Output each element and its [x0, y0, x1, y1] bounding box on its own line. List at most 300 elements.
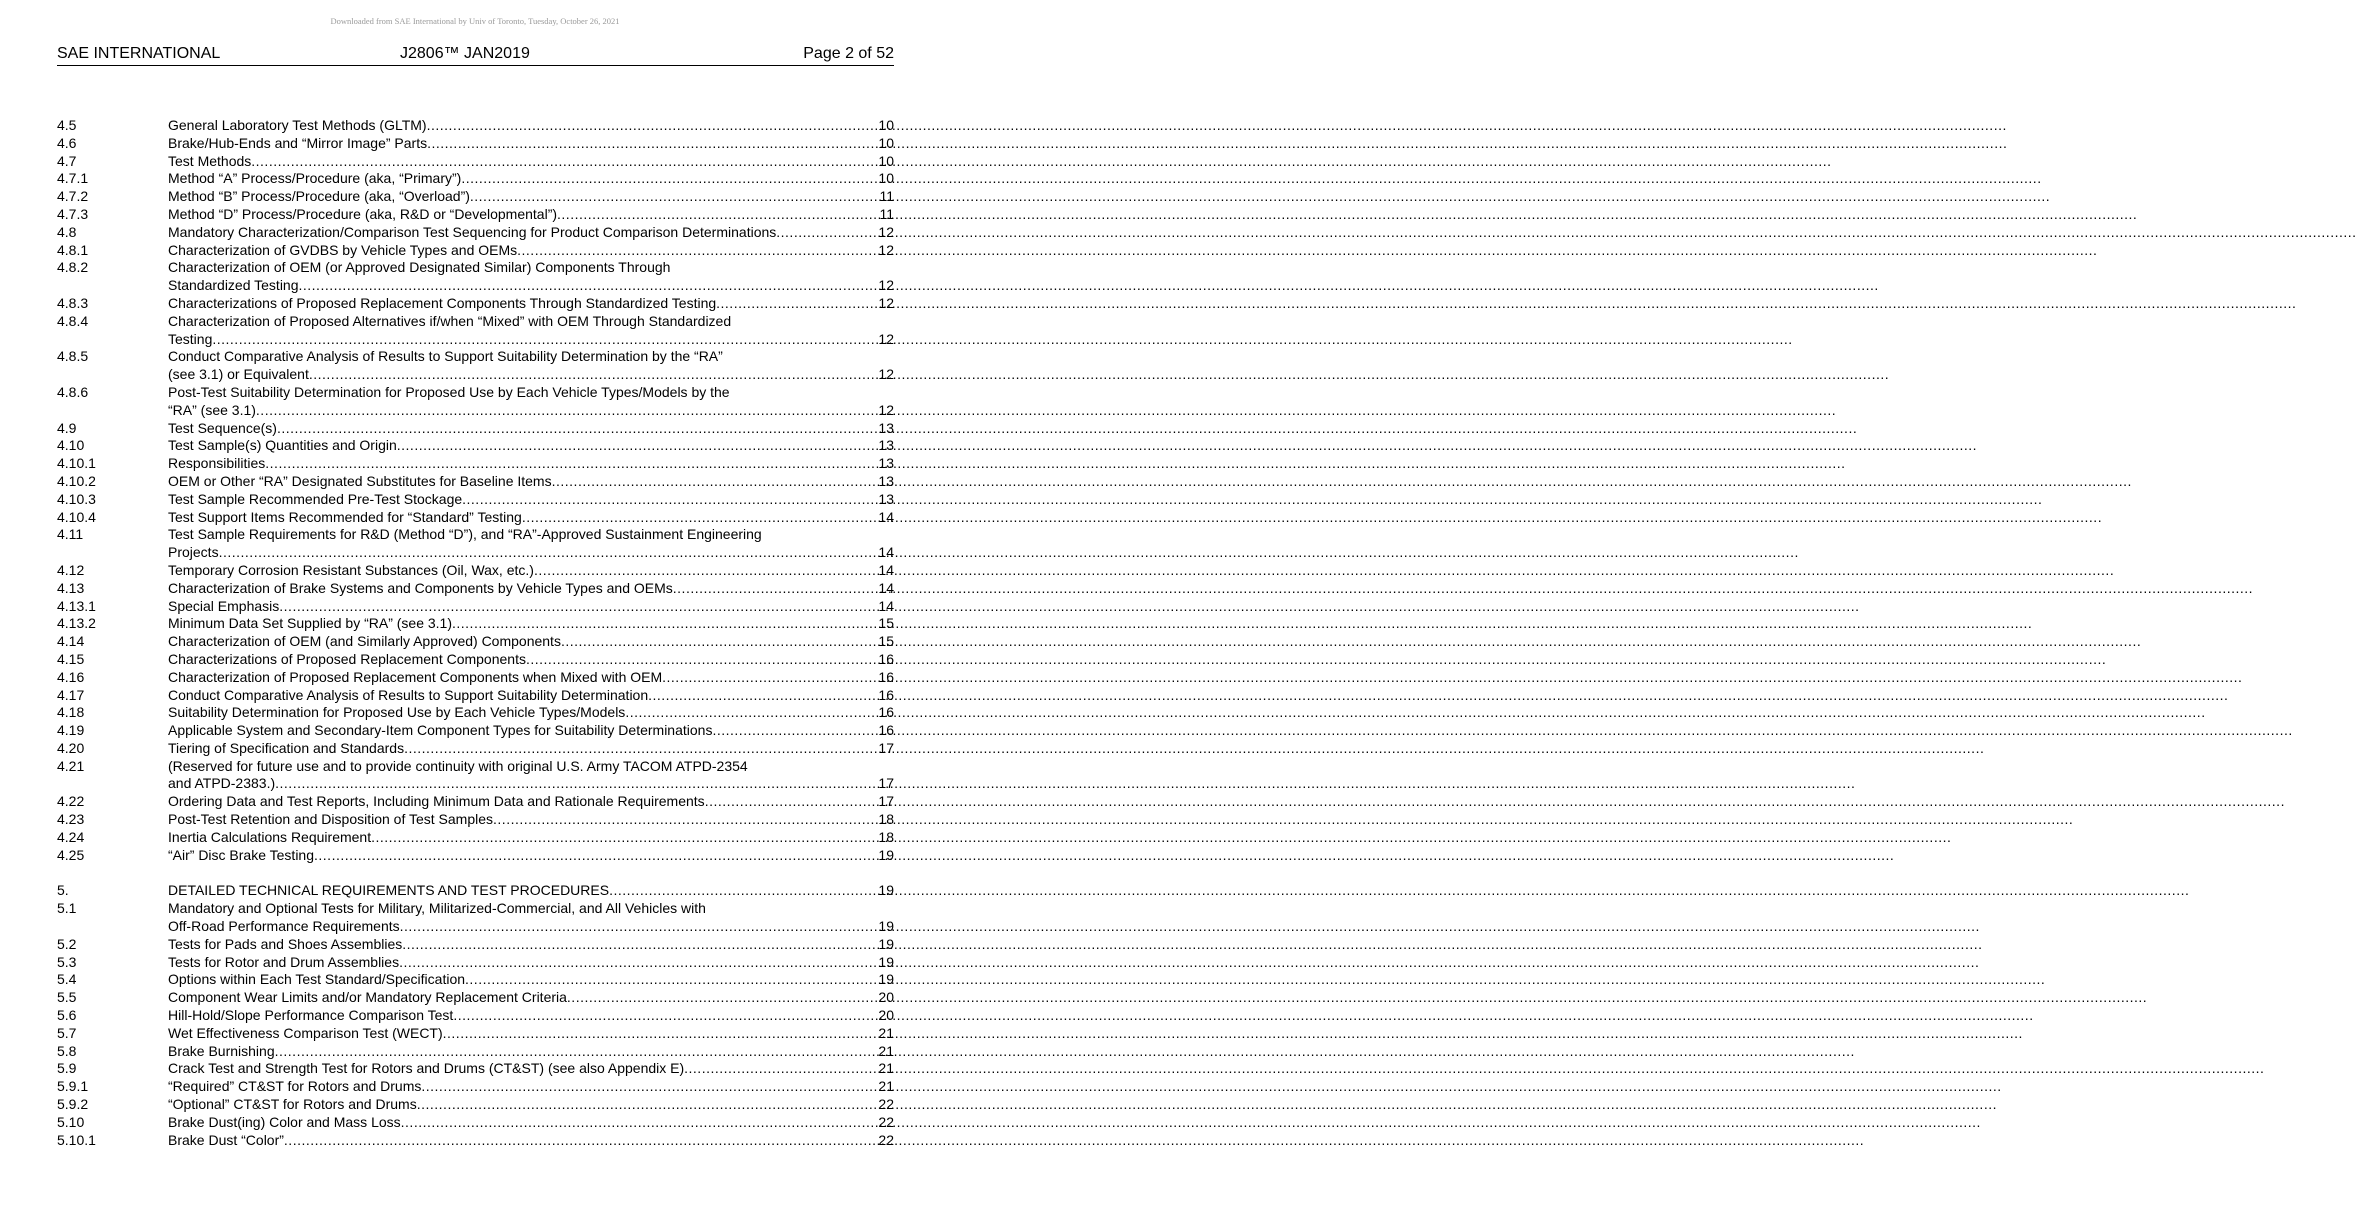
toc-title: Ordering Data and Test Reports, Including Minimum Data and Rationale Requirements	[168, 793, 705, 810]
toc-leader-line	[168, 153, 894, 171]
toc-section-number: 4.10.3	[57, 490, 96, 507]
toc-page-number: 20	[878, 1007, 894, 1024]
toc-section-number: 4.6	[57, 134, 77, 151]
toc-dot-leader	[462, 491, 877, 509]
toc-dot-leader	[256, 402, 878, 420]
toc-entry	[57, 348, 894, 384]
toc-title: Inertia Calculations Requirement	[168, 828, 372, 845]
toc-section-number: 5.4	[57, 971, 77, 988]
toc-entry	[57, 740, 894, 758]
toc-leader-line	[168, 224, 894, 242]
toc-page-number: 21	[878, 1042, 894, 1059]
toc-leader-line	[168, 331, 894, 349]
toc-entry	[57, 455, 894, 473]
toc-title: Test Sample Recommended Pre-Test Stockage	[168, 490, 463, 507]
toc-title: Mandatory Characterization/Comparison Test Sequencing for Product Comparison Determinations	[168, 223, 777, 240]
toc-title: Conduct Comparative Analysis of Results to Support Suitability Determination	[168, 686, 649, 703]
toc-entry-body	[168, 1114, 894, 1132]
toc-dot-leader	[461, 170, 877, 188]
toc-dot-leader	[275, 775, 877, 793]
toc-page-number: 17	[878, 793, 894, 810]
toc-page-number: 10	[878, 170, 894, 187]
toc-title: and ATPD-2383.)	[168, 775, 276, 792]
toc-title-line: Test Sample Requirements for R&D (Method “D”), and “RA”-Approved Sustainment Engineering	[168, 526, 762, 543]
toc-page-number: 10	[878, 152, 894, 169]
toc-leader-line	[168, 366, 894, 384]
toc-dot-leader	[716, 295, 877, 313]
toc-leader-line	[168, 598, 894, 616]
toc-page-number: 14	[878, 508, 894, 525]
toc-leader-line	[168, 1007, 894, 1025]
toc-title: Test Support Items Recommended for “Standard” Testing	[168, 508, 522, 525]
toc-entry-body	[168, 242, 894, 260]
toc-title-line: Conduct Comparative Analysis of Results to Support Suitability Determination by the “RA”	[168, 348, 723, 365]
toc-title: Tests for Pads and Shoes Assemblies	[168, 935, 403, 952]
toc-dot-leader	[557, 206, 878, 224]
toc-page-number: 13	[878, 490, 894, 507]
toc-page-number: 14	[878, 544, 894, 561]
toc-entry	[57, 829, 894, 847]
toc-dot-leader	[534, 562, 877, 580]
toc-entry	[57, 1060, 894, 1078]
toc-title: Wet Effectiveness Comparison Test (WECT)	[168, 1024, 443, 1041]
toc-leader-line	[168, 918, 894, 936]
toc-section-number: 4.10	[57, 437, 85, 454]
toc-entry-body	[168, 206, 894, 224]
toc-title: Suitability Determination for Proposed Use by Each Vehicle Types/Models	[168, 704, 626, 721]
toc-leader-line	[168, 651, 894, 669]
toc-section-number: 4.8.5	[57, 348, 89, 365]
toc-section-number: 4.18	[57, 704, 85, 721]
toc-section-number: 4.13	[57, 579, 85, 596]
toc-title: Brake/Hub-Ends and “Mirror Image” Parts	[168, 134, 428, 151]
toc-entry-body	[168, 580, 894, 598]
toc-leader-line	[168, 402, 894, 420]
toc-section-number: 4.24	[57, 828, 85, 845]
toc-entry-body	[168, 509, 894, 527]
toc-page-number: 16	[878, 650, 894, 667]
toc-section-number: 5.6	[57, 1007, 77, 1024]
toc-dot-leader	[401, 1114, 878, 1132]
toc-entry	[57, 669, 894, 687]
toc-entry	[57, 1078, 894, 1096]
toc-title: OEM or Other “RA” Designated Substitutes for Baseline Items	[168, 472, 552, 489]
toc-entry-body	[168, 1060, 894, 1078]
toc-entry-body	[168, 384, 894, 420]
toc-entry	[57, 384, 894, 420]
toc-entry	[57, 1007, 894, 1025]
toc-section-number: 5.	[57, 882, 69, 899]
toc-page-number: 16	[878, 704, 894, 721]
toc-entry-body	[168, 170, 894, 188]
toc-section-number: 4.16	[57, 668, 85, 685]
toc-page-number: 19	[878, 971, 894, 988]
toc-entry	[57, 206, 894, 224]
toc-entry	[57, 135, 894, 153]
toc-entry	[57, 989, 894, 1007]
toc-page-number: 19	[878, 846, 894, 863]
toc-page-number: 19	[878, 918, 894, 935]
toc-section-number: 5.7	[57, 1024, 77, 1041]
toc-section-number: 4.13.2	[57, 615, 96, 632]
toc-section-number: 4.12	[57, 561, 85, 578]
toc-page-number: 20	[878, 989, 894, 1006]
toc-entry-body	[168, 188, 894, 206]
toc-entry	[57, 1114, 894, 1132]
toc-dot-leader	[400, 918, 878, 936]
toc-entry-body	[168, 437, 894, 455]
toc-page-number: 13	[878, 455, 894, 472]
toc-entry	[57, 526, 894, 562]
toc-section-number: 4.8	[57, 223, 77, 240]
toc-entry-body	[168, 989, 894, 1007]
toc-entry-body	[168, 740, 894, 758]
toc-leader-line	[168, 1060, 894, 1078]
toc-entry-body	[168, 847, 894, 865]
toc-entry	[57, 1025, 894, 1043]
toc-dot-leader	[284, 1132, 878, 1150]
toc-page-number: 19	[878, 953, 894, 970]
toc-title: Special Emphasis	[168, 597, 280, 614]
toc-section-number: 5.9.2	[57, 1096, 89, 1113]
toc-entry-body	[168, 1132, 894, 1150]
toc-title: Characterizations of Proposed Replacement Components	[168, 650, 526, 667]
toc-page-number: 12	[878, 241, 894, 258]
toc-entry-body	[168, 491, 894, 509]
toc-section-number: 4.20	[57, 739, 85, 756]
toc-dot-leader	[470, 188, 879, 206]
toc-entry	[57, 687, 894, 705]
toc-page-number: 12	[878, 277, 894, 294]
toc-entry	[57, 954, 894, 972]
toc-entry-body	[168, 526, 894, 562]
toc-section-number: 4.8.1	[57, 241, 89, 258]
toc-section-number: 4.8.4	[57, 312, 89, 329]
toc-entry	[57, 491, 894, 509]
toc-section-number: 5.1	[57, 900, 77, 917]
toc-entry-body	[168, 687, 894, 705]
toc-leader-line	[168, 188, 894, 206]
toc-entry	[57, 971, 894, 989]
toc-leader-line	[168, 633, 894, 651]
toc-entry	[57, 615, 894, 633]
toc-dot-leader	[265, 455, 877, 473]
toc-title: Test Sample(s) Quantities and Origin	[168, 437, 397, 454]
toc-page-number: 13	[878, 472, 894, 489]
toc-page-number: 21	[878, 1078, 894, 1095]
toc-title: Brake Dust(ing) Color and Mass Loss	[168, 1113, 401, 1130]
toc-dot-leader	[662, 669, 877, 687]
toc-entry-body	[168, 473, 894, 491]
toc-entry	[57, 224, 894, 242]
toc-entry-body	[168, 135, 894, 153]
toc-leader-line	[168, 722, 894, 740]
toc-title: Component Wear Limits and/or Mandatory Replacement Criteria	[168, 989, 567, 1006]
toc-section-number: 4.10.1	[57, 455, 96, 472]
toc-page-number: 12	[878, 401, 894, 418]
toc-title: Crack Test and Strength Test for Rotors and Drums (CT&ST) (see also Appendix E)	[168, 1060, 685, 1077]
toc-entry-body	[168, 633, 894, 651]
toc-section-number: 5.10.1	[57, 1131, 96, 1148]
toc-leader-line	[168, 1043, 894, 1061]
toc-entry	[57, 509, 894, 527]
toc-dot-leader	[443, 1025, 878, 1043]
toc-title: Test Methods	[168, 152, 252, 169]
toc-dot-leader	[251, 153, 877, 171]
toc-title: Off-Road Performance Requirements	[168, 918, 400, 935]
toc-title: Method “D” Process/Procedure (aka, R&D or “Developmental”)	[168, 205, 558, 222]
toc-entry-body	[168, 900, 894, 936]
toc-leader-line	[168, 1096, 894, 1114]
toc-dot-leader	[212, 331, 877, 349]
toc-section-number: 5.5	[57, 989, 77, 1006]
toc-section-number: 4.7.1	[57, 170, 89, 187]
toc-page-number: 15	[878, 633, 894, 650]
toc-section-number: 5.9.1	[57, 1078, 89, 1095]
toc-leader-line	[168, 455, 894, 473]
toc-entry-body	[168, 936, 894, 954]
toc-entry-body	[168, 793, 894, 811]
toc-entry	[57, 295, 894, 313]
toc-leader-line	[168, 135, 894, 153]
toc-entry-body	[168, 651, 894, 669]
toc-section-number: 4.7.2	[57, 188, 89, 205]
download-watermark: Downloaded from SAE International by Univ of Toronto, Tuesday, October 26, 2021	[330, 16, 620, 26]
toc-leader-line	[168, 295, 894, 313]
toc-title: “Required” CT&ST for Rotors and Drums	[168, 1078, 422, 1095]
toc-dot-leader	[309, 366, 878, 384]
toc-page-number: 17	[878, 739, 894, 756]
toc-section-number: 5.10	[57, 1113, 85, 1130]
toc-section-number: 4.5	[57, 117, 77, 133]
toc-entry-body	[168, 829, 894, 847]
toc-section-number: 4.17	[57, 686, 85, 703]
toc-entry-body	[168, 420, 894, 438]
table-of-contents	[57, 117, 894, 1149]
toc-entry	[57, 722, 894, 740]
toc-dot-leader	[397, 437, 878, 455]
toc-title: Post-Test Retention and Disposition of Test Samples	[168, 811, 494, 828]
toc-entry-body	[168, 811, 894, 829]
toc-title: Minimum Data Set Supplied by “RA” (see 3.1)	[168, 615, 452, 632]
toc-dot-leader	[427, 135, 877, 153]
toc-title: Applicable System and Secondary-Item Component Types for Suitability Determinations	[168, 722, 713, 739]
toc-page-number: 11	[879, 188, 894, 205]
toc-dot-leader	[567, 989, 878, 1007]
toc-leader-line	[168, 704, 894, 722]
toc-entry	[57, 793, 894, 811]
toc-entry-body	[168, 313, 894, 349]
toc-title: Characterizations of Proposed Replacement Components Through Standardized Testing	[168, 294, 717, 311]
toc-leader-line	[168, 117, 894, 135]
toc-dot-leader	[427, 117, 878, 135]
toc-entry	[57, 117, 894, 135]
toc-page-number: 16	[878, 668, 894, 685]
toc-entry-body	[168, 259, 894, 295]
toc-entry-body	[168, 598, 894, 616]
toc-dot-leader	[673, 580, 878, 598]
toc-leader-line	[168, 882, 894, 900]
toc-page-number: 21	[878, 1060, 894, 1077]
toc-section-number: 4.8.6	[57, 383, 89, 400]
toc-entry	[57, 758, 894, 794]
toc-dot-leader	[417, 1096, 878, 1114]
toc-title: Characterization of GVDBS by Vehicle Types and OEMs	[168, 241, 518, 258]
toc-title-line: Post-Test Suitability Determination for Proposed Use by Each Vehicle Types/Models by the	[168, 383, 730, 400]
toc-page-number: 16	[878, 686, 894, 703]
toc-page-number: 14	[878, 597, 894, 614]
toc-page-number: 15	[878, 615, 894, 632]
toc-entry	[57, 242, 894, 260]
toc-entry	[57, 704, 894, 722]
toc-entry	[57, 170, 894, 188]
toc-dot-leader	[552, 473, 878, 491]
toc-page-number: 19	[878, 935, 894, 952]
toc-title-line: Mandatory and Optional Tests for Military, Militarized-Commercial, and All Vehicles with	[168, 900, 706, 917]
toc-page-number: 14	[878, 579, 894, 596]
toc-leader-line	[168, 811, 894, 829]
toc-title: Test Sequence(s)	[168, 419, 277, 436]
toc-entry	[57, 1043, 894, 1061]
toc-entry	[57, 633, 894, 651]
toc-page-number: 18	[878, 828, 894, 845]
toc-title: Brake Burnishing	[168, 1042, 275, 1059]
toc-entry-body	[168, 1096, 894, 1114]
toc-page-number: 12	[878, 366, 894, 383]
toc-entry-body	[168, 615, 894, 633]
toc-entry	[57, 580, 894, 598]
toc-title: Characterization of OEM (and Similarly Approved) Components	[168, 633, 561, 650]
toc-entry	[57, 811, 894, 829]
toc-dot-leader	[493, 811, 877, 829]
toc-dot-leader	[526, 651, 877, 669]
toc-page-number: 17	[878, 775, 894, 792]
toc-entry	[57, 420, 894, 438]
toc-dot-leader	[625, 704, 877, 722]
toc-entry-body	[168, 882, 894, 900]
toc-entry	[57, 900, 894, 936]
toc-leader-line	[168, 829, 894, 847]
toc-leader-line	[168, 1114, 894, 1132]
toc-leader-line	[168, 936, 894, 954]
toc-entry	[57, 1132, 894, 1150]
toc-leader-line	[168, 847, 894, 865]
toc-section-number: 5.2	[57, 935, 77, 952]
toc-section-number: 4.13.1	[57, 597, 96, 614]
toc-page-number: 12	[878, 330, 894, 347]
toc-entry	[57, 882, 894, 900]
toc-leader-line	[168, 544, 894, 562]
toc-entry-body	[168, 348, 894, 384]
toc-title: Hill-Hold/Slope Performance Comparison Test	[168, 1007, 454, 1024]
toc-entry-body	[168, 1043, 894, 1061]
toc-section-number: 4.10.4	[57, 508, 96, 525]
toc-entry-body	[168, 224, 894, 242]
toc-title: Projects	[168, 544, 219, 561]
toc-title: Tests for Rotor and Drum Assemblies	[168, 953, 400, 970]
toc-title: DETAILED TECHNICAL REQUIREMENTS AND TEST PROCEDURES	[168, 882, 610, 899]
toc-dot-leader	[219, 544, 878, 562]
toc-entry-body	[168, 153, 894, 171]
toc-title: “RA” (see 3.1)	[168, 401, 256, 418]
toc-page-number: 18	[878, 811, 894, 828]
toc-section-number: 4.9	[57, 419, 77, 436]
toc-entry	[57, 437, 894, 455]
toc-entry	[57, 847, 894, 865]
toc-section-number: 4.11	[57, 526, 84, 543]
toc-entry-body	[168, 758, 894, 794]
toc-title-line: (Reserved for future use and to provide continuity with original U.S. Army TACOM ATPD-2354	[168, 757, 748, 774]
toc-dot-leader	[404, 740, 877, 758]
header-org: SAE INTERNATIONAL	[57, 45, 221, 62]
toc-entry-body	[168, 1078, 894, 1096]
toc-page-number: 12	[878, 294, 894, 311]
toc-title: Testing	[168, 330, 213, 347]
toc-page-number: 22	[878, 1113, 894, 1130]
toc-entry-body	[168, 704, 894, 722]
toc-section-number: 5.3	[57, 953, 77, 970]
toc-title-line: Characterization of OEM (or Approved Designated Similar) Components Through	[168, 259, 671, 276]
toc-section-number: 4.25	[57, 846, 85, 863]
toc-title: Responsibilities	[168, 455, 266, 472]
toc-dot-leader	[705, 793, 878, 811]
toc-page-number: 14	[878, 561, 894, 578]
toc-dot-leader	[277, 420, 877, 438]
toc-section-number: 4.8.3	[57, 294, 89, 311]
toc-section-number: 5.8	[57, 1042, 77, 1059]
toc-leader-line	[168, 420, 894, 438]
toc-section-number: 4.19	[57, 722, 85, 739]
toc-entry-body	[168, 455, 894, 473]
toc-leader-line	[168, 971, 894, 989]
toc-title: “Optional” CT&ST for Rotors and Drums	[168, 1096, 417, 1113]
toc-page-number: 22	[878, 1131, 894, 1148]
toc-entry	[57, 1096, 894, 1114]
toc-section-number: 4.15	[57, 650, 85, 667]
toc-dot-leader	[371, 829, 877, 847]
toc-dot-leader	[421, 1078, 877, 1096]
toc-dot-leader	[522, 509, 878, 527]
toc-entry	[57, 313, 894, 349]
toc-entry	[57, 153, 894, 171]
toc-leader-line	[168, 989, 894, 1007]
toc-section-number: 4.14	[57, 633, 85, 650]
toc-dot-leader	[314, 847, 877, 865]
toc-entry-body	[168, 117, 894, 135]
toc-entry	[57, 562, 894, 580]
toc-title-line: Characterization of Proposed Alternatives if/when “Mixed” with OEM Through Standardized	[168, 312, 732, 329]
toc-entry-body	[168, 722, 894, 740]
toc-leader-line	[168, 437, 894, 455]
toc-title: Temporary Corrosion Resistant Substances (Oil, Wax, etc.)	[168, 561, 534, 578]
toc-page-number: 22	[878, 1096, 894, 1113]
toc-section-number: 4.23	[57, 811, 85, 828]
toc-title: (see 3.1) or Equivalent	[168, 366, 309, 383]
toc-page-number: 13	[878, 437, 894, 454]
toc-entry	[57, 936, 894, 954]
toc-page-number: 16	[878, 722, 894, 739]
toc-leader-line	[168, 491, 894, 509]
toc-dot-leader	[399, 954, 877, 972]
toc-dot-leader	[275, 1043, 878, 1061]
toc-entry	[57, 188, 894, 206]
toc-entry	[57, 651, 894, 669]
toc-leader-line	[168, 687, 894, 705]
toc-dot-leader	[776, 224, 877, 242]
toc-page-number: 10	[878, 117, 894, 133]
toc-dot-leader	[648, 687, 877, 705]
toc-page-number: 11	[879, 205, 894, 222]
